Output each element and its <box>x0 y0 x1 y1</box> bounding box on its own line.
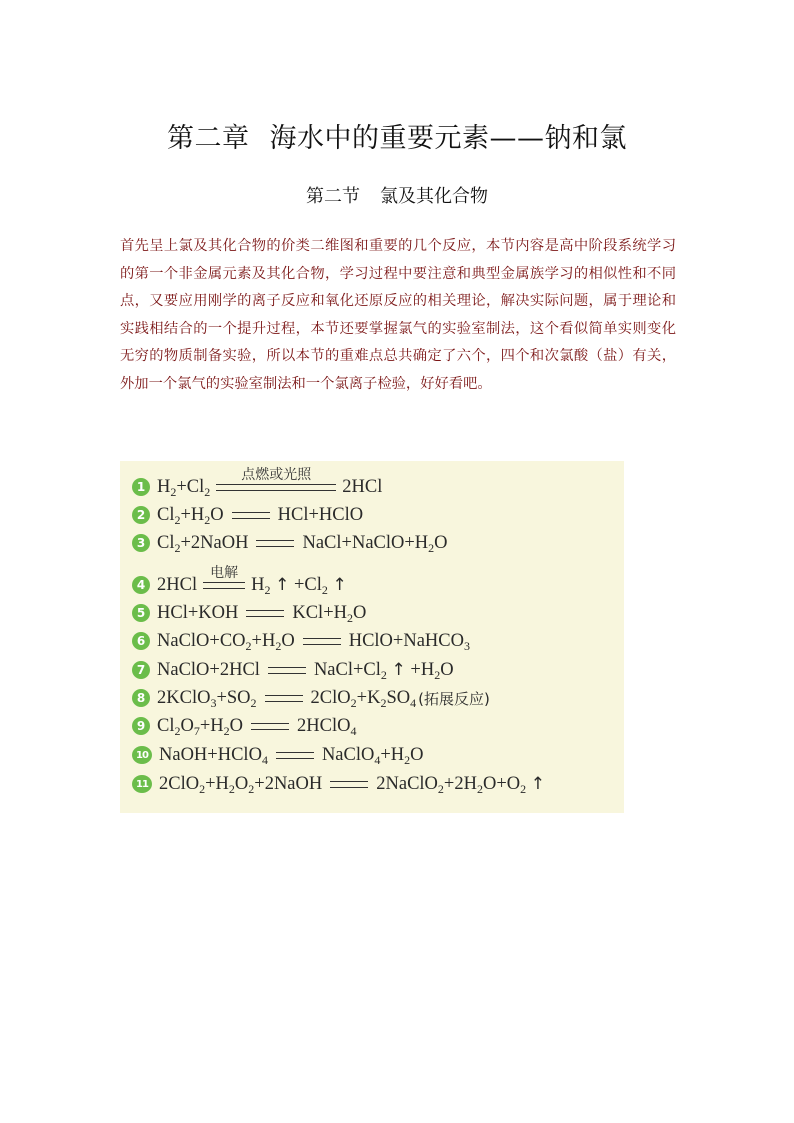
reaction-number-badge: 10 <box>132 746 152 764</box>
extension-note: (拓展反应) <box>418 689 490 708</box>
chapter-name: 海水中的重要元素——钠和氯 <box>269 123 627 154</box>
reaction-number-badge: 6 <box>132 632 150 650</box>
reaction-8: 8 $2KClO_3+SO_2$ $2ClO_2+K_2SO_4$ (拓展反应) <box>132 685 490 711</box>
reaction-9: 9 $Cl_2O_7+H_2O$ 2HClO$_4$ <box>132 713 356 739</box>
chapter-number: 第二章 <box>167 123 250 154</box>
condition-equals-sign <box>203 564 245 589</box>
reaction-image <box>120 461 624 813</box>
section-number: 第二节 <box>306 186 360 207</box>
reaction-1: 1 $H_2+Cl_2$ 点燃或光照 2HCl <box>132 474 382 500</box>
reaction-number-badge: 11 <box>132 775 152 793</box>
reaction-10: 10 NaOH+HClO$_4$ $NaClO_4+H_2O$ <box>132 742 424 768</box>
reaction-number-badge: 8 <box>132 689 150 707</box>
condition-equals-sign <box>216 466 336 491</box>
chapter-title <box>0 116 794 155</box>
reaction-number-badge: 3 <box>132 534 150 552</box>
section-name: 氯及其化合物 <box>380 186 488 207</box>
reaction-number-badge: 2 <box>132 506 150 524</box>
reaction-number-badge: 5 <box>132 604 150 622</box>
reaction-number-badge: 7 <box>132 661 150 679</box>
reaction-7: 7 NaClO+2HCl $NaCl+Cl_2$ ↑ $+H_2O$ <box>132 657 454 683</box>
reaction-5: 5 HCl+KOH $KCl+H_2O$ <box>132 600 366 626</box>
reaction-number-badge: 4 <box>132 576 150 594</box>
reaction-condition: 电解 <box>210 564 239 581</box>
reaction-number-badge: 1 <box>132 478 150 496</box>
reaction-4: 4 2HCl 电解 $H_2$ ↑ $+Cl_2$ ↑ <box>132 572 347 598</box>
reaction-3: 3 $Cl_2+2NaOH$ $NaCl+NaClO+H_2O$ <box>132 530 448 556</box>
intro-paragraph: 首先呈上氯及其化合物的价类二维图和重要的几个反应，本节内容是高中阶段系统学习的第一个非金属元素及其化合物，学习过程中要注意和典型金属族学习的相似性和不同点，又要应用刚学的离子反应和氧化还原反应的相关理论，解决实际问题，属于理论和实践相结合的一个提升过程，本节还要掌握氯气的实验室制法，这个看似简单实则变化无穷的物质制备实验，所以本节的重难点总共确定了六个，四个和次氯酸（盐）有关，外加一个氯气的实验室制法和一个氯离子检验，好好看吧。 <box>120 238 676 392</box>
reaction-2: 2 $Cl_2+H_2O$ HCl+HClO <box>132 502 363 528</box>
reaction-number-badge: 9 <box>132 717 150 735</box>
reaction-condition: 点燃或光照 <box>241 466 312 483</box>
reaction-6: 6 $NaClO+CO_2+H_2O$ HClO+NaHCO$_3$ <box>132 628 470 654</box>
reaction-11: 11 $2ClO_2+H_2O_2+2NaOH$ $2NaClO_2+2H_2O+O_2$ ↑ <box>132 771 545 797</box>
section-title <box>0 182 794 208</box>
